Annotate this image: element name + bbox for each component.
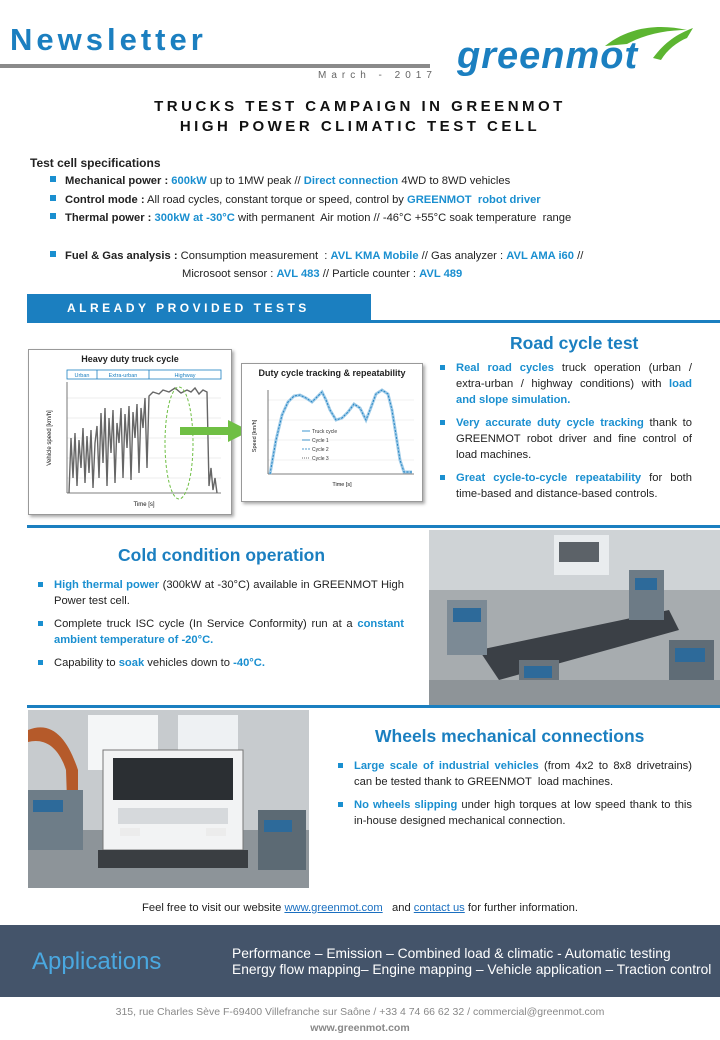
already-provided-banner: ALREADY PROVIDED TESTS: [27, 294, 371, 322]
body-text: Complete truck ISC cycle (In Service Conformity) run at a: [54, 618, 358, 630]
applications-title: Applications: [32, 948, 162, 975]
logo-text: greenmot: [457, 35, 639, 77]
visit-line: [0, 902, 720, 914]
test-cell-photo: [429, 530, 720, 707]
body-text: thank to GREENMOT robot driver and fine control of load machines.: [456, 417, 696, 461]
road-cycle-title: Road cycle test: [510, 333, 639, 353]
separator-1: [27, 525, 720, 528]
legend-cycle-1: Cycle 1: [312, 438, 329, 444]
highlight-text: Real road cycles: [456, 362, 554, 374]
highlight-text: AVL 483: [276, 268, 320, 280]
spec-label: Thermal power :: [65, 212, 152, 224]
bullet-item: [440, 470, 696, 502]
highlight-text: Very accurate duty cycle tracking: [456, 417, 644, 429]
greenmot-logo: [455, 22, 717, 82]
title-line-2: HIGH POWER CLIMATIC TEST CELL: [179, 118, 541, 135]
bullet-icon: [50, 251, 56, 257]
highlight-text: AVL KMA Mobile: [330, 250, 419, 262]
visit-pre: Feel free to visit our website: [142, 902, 285, 914]
visit-post: for further information.: [464, 902, 578, 914]
spec-label: Fuel & Gas analysis :: [65, 250, 178, 262]
highlight-text: Direct connection: [303, 175, 399, 187]
body-text: Capability to: [54, 657, 119, 669]
highlight-text: constant ambient temperature of -20°C.: [54, 618, 408, 646]
wheels-title: Wheels mechanical connections: [375, 726, 645, 746]
chart2-ylabel: Speed [km/h]: [252, 419, 258, 453]
legend-cycle-3: Cycle 3: [312, 456, 329, 462]
body-text: // Gas analyzer :: [418, 250, 507, 262]
truck-photo: [28, 710, 309, 888]
highlight-text: Large scale of industrial vehicles: [354, 760, 539, 772]
footer-address: 315, rue Charles Sève F-69400 Villefranche sur Saône / +33 4 74 66 62 32 / commercial@greenmot.com: [115, 1006, 605, 1018]
separator-2: [27, 705, 720, 708]
body-text: // Particle counter :: [319, 268, 420, 280]
bullet-icon: [50, 176, 56, 182]
chart1-title: Heavy duty truck cycle: [81, 354, 179, 364]
body-text: truck operation (urban / extra-urban / highway conditions) with: [456, 362, 696, 390]
legend-truck-cycle: Truck cycle: [312, 429, 338, 435]
visit-mid: and: [382, 902, 414, 914]
chart2-xlabel: Time [s]: [332, 482, 352, 488]
bullet-item: [338, 797, 696, 829]
body-text: Microsoot sensor :: [182, 268, 277, 280]
cold-condition-title: Cold condition operation: [118, 545, 326, 565]
highlight-text: soak: [118, 657, 145, 669]
spec-item: [50, 250, 583, 262]
phase-highway: Highway: [174, 373, 196, 379]
legend-cycle-2: Cycle 2: [312, 447, 329, 453]
body-text: up to 1MW peak //: [206, 175, 304, 187]
specs-heading: Test cell specifications: [30, 156, 161, 170]
spec-label: Mechanical power :: [65, 175, 169, 187]
chart1-xlabel: Time [s]: [133, 502, 155, 508]
body-text: Consumption measurement :: [177, 250, 331, 262]
spec-item: [50, 194, 541, 206]
newsletter-title: Newsletter: [10, 22, 207, 57]
body-text: //: [574, 250, 584, 262]
body-text: (from 4x2 to 8x8 drivetrains) can be tested thank to GREENMOT load machines.: [354, 760, 696, 788]
chart2-title: Duty cycle tracking & repeatability: [258, 368, 406, 378]
body-text: for both time-based and distance-based controls.: [456, 472, 696, 500]
highlight-text: load and slope simulation.: [456, 378, 696, 406]
bullet-item: [38, 577, 408, 609]
bullet-item: [38, 655, 404, 671]
issue-date: March - 2017: [318, 70, 437, 81]
phase-extra-urban: Extra-urban: [108, 373, 138, 379]
bullet-item: [338, 758, 696, 790]
bullet-item: [440, 360, 696, 408]
bullet-item: [38, 616, 408, 648]
highlight-text: GREENMOT robot driver: [407, 194, 541, 206]
highlight-text: High thermal power: [54, 579, 160, 591]
spec-item: [50, 175, 510, 187]
road-cycle-bullets: [440, 360, 696, 509]
highlight-text: No wheels slipping: [354, 799, 458, 811]
applications-list: [232, 946, 711, 978]
wheels-bullets: [338, 758, 696, 836]
banner-rule: [27, 320, 720, 323]
body-text: with permanent Air motion // -46°C +55°C soak temperature range: [234, 212, 572, 224]
applications-line-1: Performance – Emission – Combined load & climatic - Automatic testing: [232, 946, 671, 961]
body-text: under high torques at low speed thank to this in-house designed mechanical connection.: [354, 799, 696, 827]
footer-website[interactable]: www.greenmot.com: [310, 1022, 410, 1034]
highlight-text: Great cycle-to-cycle repeatability: [456, 472, 642, 484]
spec-item: [182, 268, 462, 280]
spec-label: Control mode :: [65, 194, 145, 206]
highlight-text: 300kW at -30°C: [151, 212, 235, 224]
applications-line-2: Energy flow mapping– Engine mapping – Vehicle application – Traction control: [232, 962, 712, 977]
highlight-text: AVL 489: [419, 268, 463, 280]
bullet-icon: [50, 213, 56, 219]
body-text: All road cycles, constant torque or speed, control by: [144, 194, 407, 206]
green-arrow-icon: [180, 420, 250, 447]
duty-cycle-chart: [241, 363, 423, 502]
highlight-text: AVL AMA i60: [506, 250, 574, 262]
highlight-text: 600kW: [168, 175, 207, 187]
contact-link[interactable]: contact us: [413, 902, 465, 914]
chart1-ylabel: Vehicle speed [km/h]: [47, 410, 53, 466]
body-text: 4WD to 8WD vehicles: [398, 175, 511, 187]
cold-condition-bullets: [38, 577, 408, 678]
highlight-text: -40°C.: [233, 657, 265, 669]
bullet-item: [440, 415, 696, 463]
website-link[interactable]: www.greenmot.com: [284, 902, 383, 914]
bullet-icon: [50, 195, 56, 201]
body-text: vehicles down to: [144, 657, 234, 669]
title-line-1: TRUCKS TEST CAMPAIGN IN GREENMOT: [154, 98, 566, 115]
spec-item: [50, 212, 571, 224]
phase-urban: Urban: [74, 373, 90, 379]
body-text: (300kW at -30°C) available in GREENMOT High Power test cell.: [54, 579, 408, 607]
title-rule: [0, 64, 430, 68]
